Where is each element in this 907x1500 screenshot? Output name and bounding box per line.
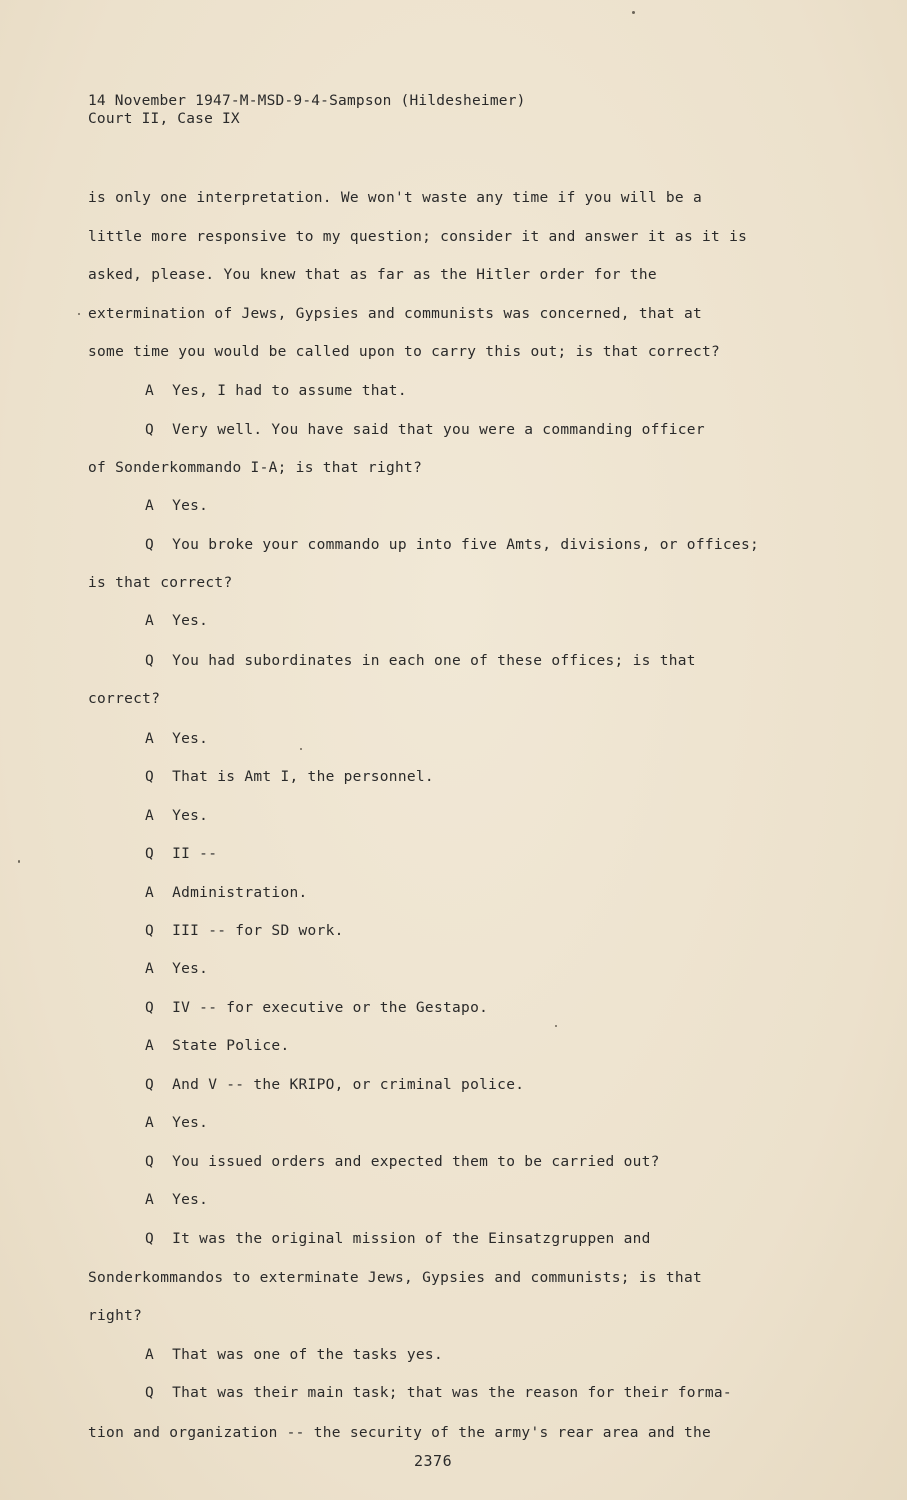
page-number: 2376 xyxy=(414,1452,453,1470)
paper-speck xyxy=(18,860,20,863)
transcript-line: little more responsive to my question; consider it and answer it as it is xyxy=(88,229,748,245)
answer-line: A Yes. xyxy=(145,613,209,629)
question-line: Q IV -- for executive or the Gestapo. xyxy=(145,1000,489,1016)
paper-speck xyxy=(300,748,302,750)
transcript-line: of Sonderkommando I-A; is that right? xyxy=(88,460,423,476)
question-line: Q It was the original mission of the Einsatzgruppen and xyxy=(145,1231,651,1247)
transcript-line: is only one interpretation. We won't waste any time if you will be a xyxy=(88,190,703,206)
answer-line: A State Police. xyxy=(145,1038,290,1054)
question-line: Q Very well. You have said that you were a commanding officer xyxy=(145,422,705,438)
transcript-line: is that correct? xyxy=(88,575,233,591)
answer-line: A Yes. xyxy=(145,1192,209,1208)
question-line: Q That was their main task; that was the reason for their forma- xyxy=(145,1385,732,1401)
question-line: Q III -- for SD work. xyxy=(145,923,344,939)
question-line: Q You issued orders and expected them to be carried out? xyxy=(145,1154,660,1170)
answer-line: A Yes. xyxy=(145,1115,209,1131)
transcript-line: extermination of Jews, Gypsies and communists was concerned, that at xyxy=(88,306,703,322)
question-line: Q You broke your commando up into five Amts, divisions, or offices; xyxy=(145,537,760,553)
transcript-line: correct? xyxy=(88,691,161,707)
answer-line: A That was one of the tasks yes. xyxy=(145,1347,443,1363)
answer-line: A Yes, I had to assume that. xyxy=(145,383,407,399)
transcript-line: asked, please. You knew that as far as the Hitler order for the xyxy=(88,267,657,283)
question-line: Q And V -- the KRIPO, or criminal police. xyxy=(145,1077,525,1093)
question-line: Q II -- xyxy=(145,846,218,862)
answer-line: A Administration. xyxy=(145,885,308,901)
document-header xyxy=(88,92,526,128)
header-line-date-reference: 14 November 1947-M-MSD-9-4-Sampson (Hildesheimer) xyxy=(88,93,526,109)
paper-speck xyxy=(78,313,80,315)
question-line: Q That is Amt I, the personnel. xyxy=(145,769,434,785)
transcript-line: tion and organization -- the security of the army's rear area and the xyxy=(88,1425,712,1441)
transcript-line: some time you would be called upon to carry this out; is that correct? xyxy=(88,344,721,360)
transcript-line: right? xyxy=(88,1308,143,1324)
answer-line: A Yes. xyxy=(145,498,209,514)
paper-speck xyxy=(555,1025,557,1027)
answer-line: A Yes. xyxy=(145,961,209,977)
header-line-court-case: Court II, Case IX xyxy=(88,111,240,127)
question-line: Q You had subordinates in each one of these offices; is that xyxy=(145,653,696,669)
paper-speck xyxy=(632,11,635,14)
transcript-line: Sonderkommandos to exterminate Jews, Gypsies and communists; is that xyxy=(88,1270,703,1286)
answer-line: A Yes. xyxy=(145,731,209,747)
answer-line: A Yes. xyxy=(145,808,209,824)
